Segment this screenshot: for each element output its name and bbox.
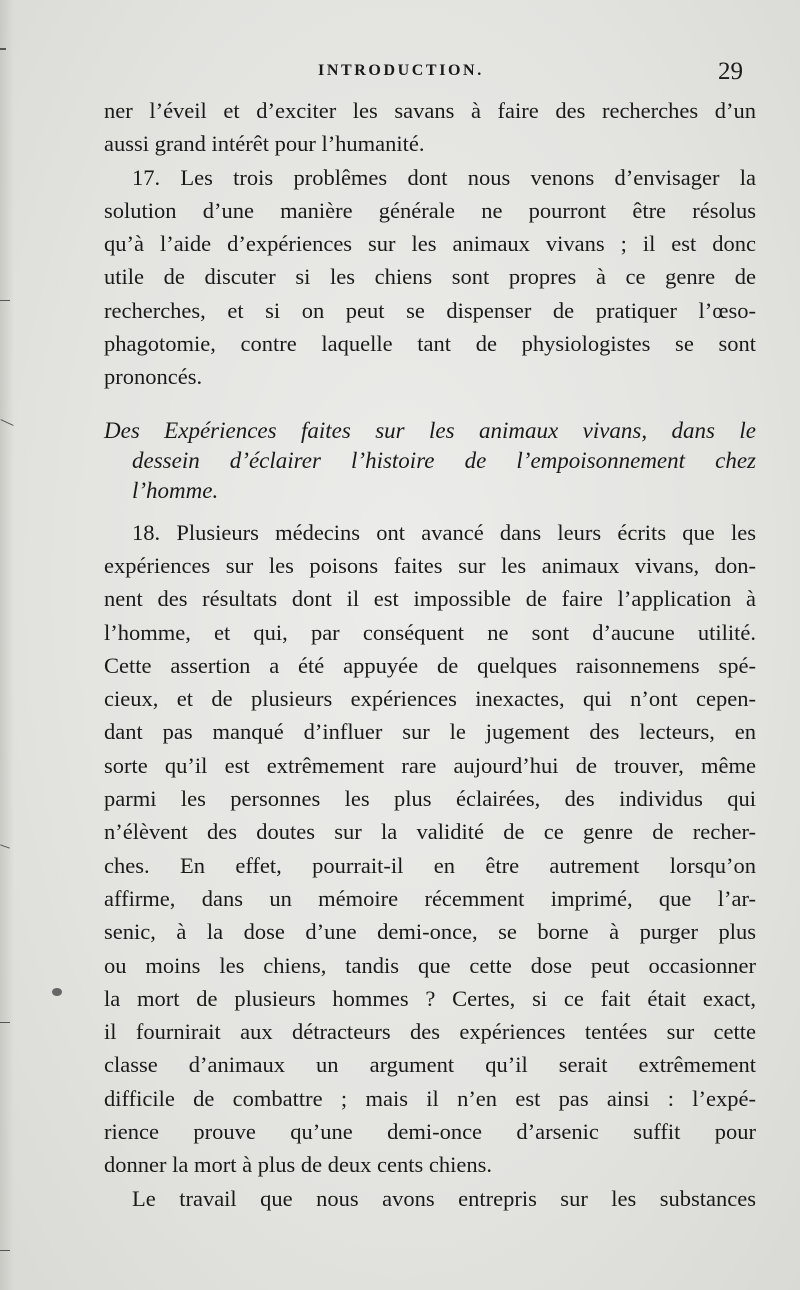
- text-line: senic, à la dose d’une demi-once, se borne à purger plus: [104, 919, 756, 945]
- text-line: expériences sur les poisons faites sur les animaux vivans, don-: [104, 552, 756, 578]
- text-line: Cette assertion a été appuyée de quelques raisonnemens spé-: [104, 652, 756, 678]
- text-line: nent des résultats dont il est impossible de faire l’application à: [104, 586, 756, 612]
- page-body: [104, 94, 756, 1215]
- text-line: utile de discuter si les chiens sont propres à ce genre de: [104, 264, 756, 290]
- margin-mark: [0, 1250, 10, 1251]
- text-line: ou moins les chiens, tandis que cette dose peut occasionner: [104, 952, 756, 978]
- page-number: 29: [718, 58, 743, 85]
- margin-mark: [0, 48, 6, 50]
- text-line: il fournirait aux détracteurs des expériences tentées sur cette: [104, 1019, 756, 1045]
- text-line: recherches, et si on peut se dispenser de pratiquer l’œso-: [104, 297, 756, 323]
- text-line: n’élèvent des doutes sur la validité de ce genre de recher-: [104, 819, 756, 845]
- page-gutter-shadow: [0, 0, 14, 1290]
- text-line: dant pas manqué d’influer sur le jugement des lecteurs, en: [104, 719, 756, 745]
- running-title: INTRODUCTION.: [318, 62, 484, 79]
- text-line: ches. En effet, pourrait-il en être autrement lorsqu’on: [104, 852, 756, 878]
- text-line: phagotomie, contre laquelle tant de physiologistes se sont: [104, 331, 756, 357]
- heading-line: Des Expériences faites sur les animaux vivans, dans le: [104, 417, 756, 443]
- text-line: affirme, dans un mémoire récemment imprimé, que l’ar-: [104, 885, 756, 911]
- ink-blot: [52, 988, 62, 996]
- text-line: qu’à l’aide d’expériences sur les animaux vivans ; il est donc: [104, 231, 756, 257]
- text-line: rience prouve qu’une demi-once d’arsenic suffit pour: [104, 1119, 756, 1145]
- text-line: donner la mort à plus de deux cents chiens.: [104, 1152, 493, 1178]
- text-line: prononcés.: [104, 364, 203, 390]
- text-line: parmi les personnes les plus éclairées, des individus qui: [104, 786, 756, 812]
- margin-mark: [0, 1022, 10, 1023]
- text-line: sorte qu’il est extrêmement rare aujourd’hui de trouver, même: [104, 752, 756, 778]
- text-line: 18. Plusieurs médecins ont avancé dans leurs écrits que les: [132, 519, 756, 545]
- paragraph-continuation: [104, 94, 756, 161]
- text-line: difficile de combattre ; mais il n’en est pas ainsi : l’expé-: [104, 1085, 756, 1111]
- text-line: la mort de plusieurs hommes ? Certes, si ce fait était exact,: [104, 985, 756, 1011]
- margin-mark: [0, 300, 10, 301]
- heading-line: l’homme.: [132, 477, 219, 503]
- text-line: classe d’animaux un argument qu’il serait extrêmement: [104, 1052, 756, 1078]
- text-line: solution d’une manière générale ne pourront être résolus: [104, 197, 756, 223]
- text-line: aussi grand intérêt pour l’humanité.: [104, 131, 425, 157]
- page-header: [0, 58, 800, 88]
- paragraph-17: [104, 161, 756, 394]
- paragraph-next: [104, 1182, 756, 1215]
- section-heading: [104, 416, 756, 506]
- text-line: ner l’éveil et d’exciter les savans à faire des recherches d’un: [104, 98, 756, 123]
- text-line: 17. Les trois problêmes dont nous venons d’envisager la: [132, 164, 756, 190]
- text-line: l’homme, et qui, par conséquent ne sont d’aucune utilité.: [104, 619, 756, 645]
- text-line: Le travail que nous avons entrepris sur les substances: [132, 1185, 756, 1211]
- heading-line: dessein d’éclairer l’histoire de l’empoisonnement chez: [132, 447, 756, 473]
- text-line: cieux, et de plusieurs expériences inexactes, qui n’ont cepen-: [104, 686, 756, 712]
- paragraph-18: [104, 516, 756, 1182]
